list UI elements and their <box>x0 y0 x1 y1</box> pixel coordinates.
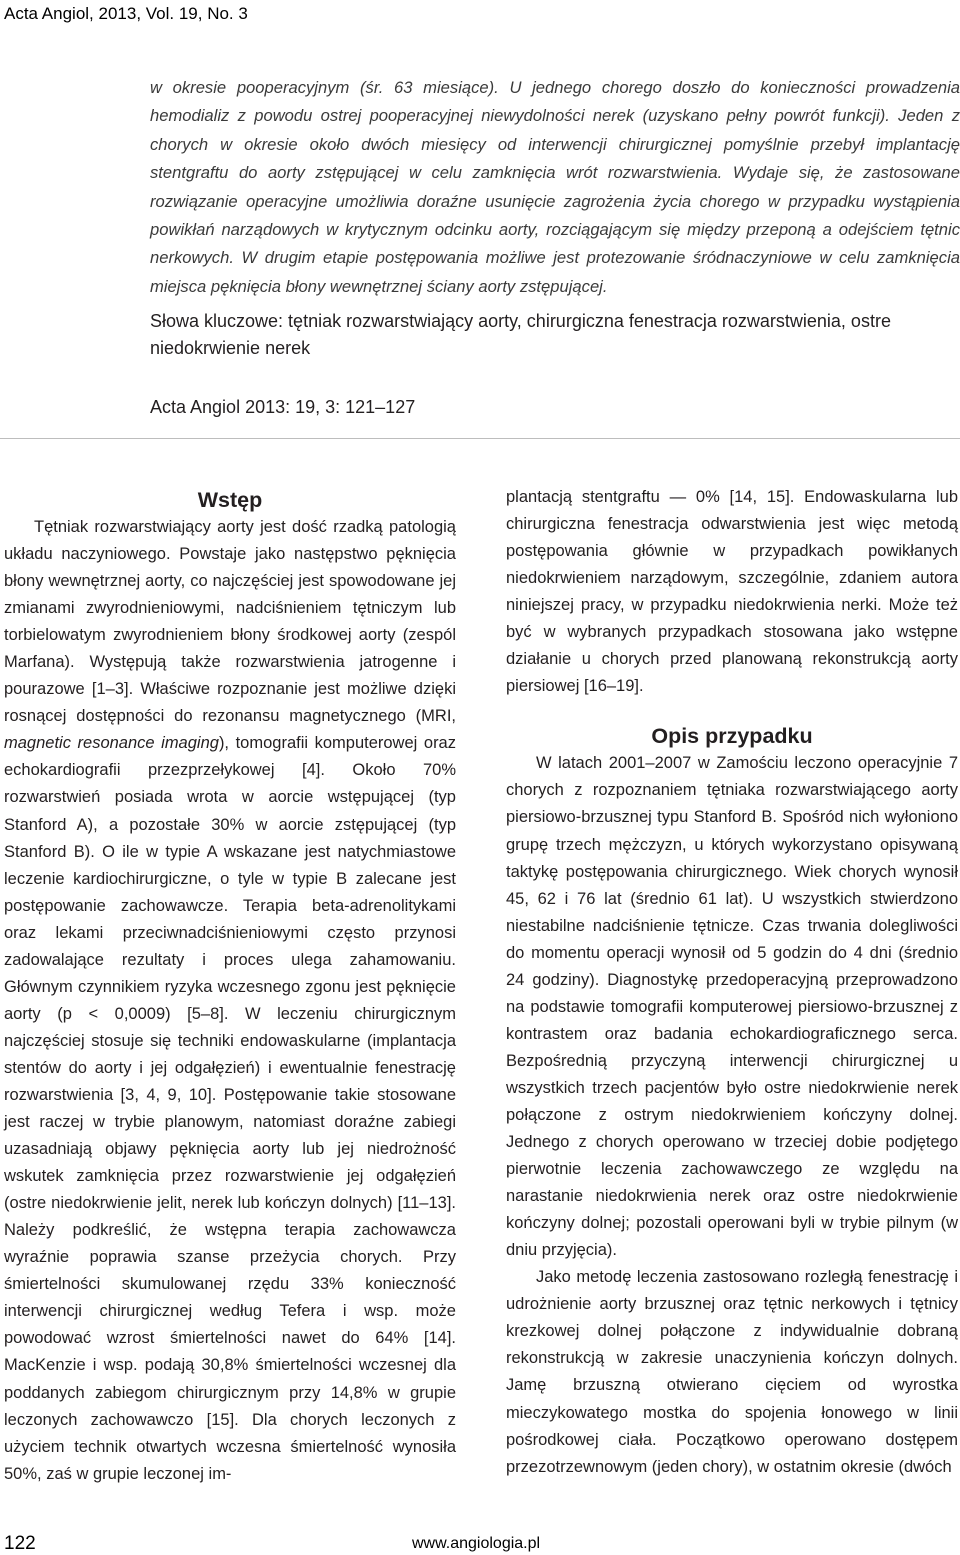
introduction-paragraph <box>4 514 456 1488</box>
citation: Acta Angiol 2013: 19, 3: 121–127 <box>150 397 416 417</box>
case-paragraph-2: Jako metodę leczenia zastosowano rozległą fenestrację i udrożnienie aorty brzusznej oraz tętnic nerkowych i tętnicy krezkowej dolnej połączone z indywidualnie dobraną rekonstrukcją w zakresie unaczynienia kończyn dolnych. Jamę brzuszną otwierano cięciem od wyrostka mieczykowatego mostka do spojenia łonowego w linii pośrodkowej ciała. Początkowo operowano dostępem przezotrzewnowym (jeden chory), w ostatnim okresie (dwóch <box>506 1268 958 1476</box>
introduction-continuation: plantacją stentgraftu — 0% [14, 15]. Endowaskularna lub chirurgiczna fenestracja odwarstwienia jest więc metodą postępowania głównie w przypadkach powikłanych niedokrwieniem narządowym, szczególnie, zdaniem autora niniejszej pracy, w przypadku niedokrwienia nerki. Może też być w wybranych przypadkach stosowana jako wstępne działanie u chorych przed planowaną rekonstrukcją aorty piersiowej [16–19]. <box>506 488 958 696</box>
right-column <box>506 484 958 1481</box>
left-column <box>4 484 456 1488</box>
heading-introduction: Wstęp <box>197 488 263 512</box>
keywords: Słowa kluczowe: tętniak rozwarstwiający aorty, chirurgiczna fenestracja rozwarstwienia, ostre niedokrwienie nerek <box>150 311 891 358</box>
abstract-continuation: w okresie pooperacyjnym (śr. 63 miesiące). U jednego chorego doszło do konieczności prowadzenia hemodializ z powodu ostrej pooperacyjnej niewydolności nerek (uzyskano pełny powrót funkcji). Jeden z chorych w okresie około dwóch miesięcy od interwencji chirurgicznej pomyślnie przebył implantację stentgraftu do aorty zstępującej w celu zamknięcia wrót rozwarstwienia. Wydaje się, że zastosowane rozwiązanie operacyjne umożliwia doraźne usunięcie zagrożenia życia chorego w przypadku wystąpienia powikłań narządowych w krytycznym odcinku aorty, rozciągającym się między przeponą a odejściem tętnic nerkowych. W drugim etapie postępowania możliwe jest protezowanie śródnaczyniowe w celu zamknięcia miejsca pęknięcia błony wewnętrznej ściany aorty zstępującej. <box>150 78 960 296</box>
intro-text-part2: ), tomografii komputerowej oraz echokardiografii przezprzełykowej [4]. Około 70% rozwarstwień posiada wrota w aorcie wstępującej (typ Stanford A), a pozostałe 30% w aorcie zstępującej (typ Stanford B). O ile w typie A wskazane jest natychmiastowe leczenie kardiochirurgiczne, o tyle w typie B zalecane jest postępowanie zachowawcze. Terapia beta-adrenolitykami oraz lekami przeciwnadciśnieniowymi często przynosi zadowalające rezultaty i proces ulega zahamowaniu. Głównym czynnikiem ryzyka wczesnego zgonu jest pęknięcie aorty (p < 0,0009) [5–8]. W leczeniu chirurgicznym najczęściej stosuje się techniki endowaskularne (implantacja stentów do aorty i jej odgałęzień) i ewentualnie fenestrację rozwarstwienia [3, 4, 9, 10]. Postępowanie takie stosowane jest raczej w trybie planowym, natomiast doraźne zabiegi uzasadniają objawy pęknięcia aorty lub jej niedrożność wskutek zamknięcia przez rozwarstwienie jej odgałęzień (ostre niedokrwienie jelit, nerek lub kończyn dolnych) [11–13]. Należy podkreślić, że wstępna terapia zachowawcza wyraźnie poprawia szanse przeżycia chorych. Przy śmiertelności skumulowanej rzędu 33% konieczność interwencji chirurgicznej według Tefera i wsp. może powodować wzrost śmiertelności nawet do 64% [14]. MacKenzie i wsp. podają 30,8% śmiertelności wczesnej dla poddanych zabiegom chirurgicznym przy 14,8% w grupie leczonych zachowawczo [15]. Dla chorych leczonych z użyciem technik otwartych wczesna śmiertelność wynosiła 50%, zaś w grupie leczonej im- <box>4 734 456 1483</box>
intro-italic-term: magnetic resonance imaging <box>4 734 219 753</box>
page-number: 122 <box>4 1533 36 1554</box>
section-divider <box>0 438 960 439</box>
heading-case-report: Opis przypadku <box>651 724 813 749</box>
intro-text-part1: Tętniak rozwarstwiający aorty jest dość rzadką patologią układu naczyniowego. Powstaje jako następstwo pęknięcia błony wewnętrznej aorty, co najczęściej jest spowodowane jej zmianami zwyrodnieniowymi, nadciśnieniem tętniczym lub torbielowatym zwyrodnieniem błony środkowej aorty (zespól Marfana). Występują także rozwarstwienia jatrogenne i pourazowe [1–3]. Właściwe rozpoznanie jest możliwe dzięki rosnącej dostępności do rezonansu magnetycznego (MRI, <box>4 518 456 726</box>
running-head: Acta Angiol, 2013, Vol. 19, No. 3 <box>4 4 248 23</box>
footer-url: www.angiologia.pl <box>412 1535 541 1552</box>
case-paragraph-1: W latach 2001–2007 w Zamościu leczono operacyjnie 7 chorych z rozpoznaniem tętniaka rozwarstwiającego aorty piersiowo-brzusznej typu Stanford B. Spośród nich wyłoniono grupę trzech mężczyzn, u których wykorzystano opisywaną taktykę postępowania chirurgicznego. Wiek chorych wynosił 45, 62 i 76 lat (średnio 61 lat). U wszystkich stwierdzono niestabilne nadciśnienie tętnicze. Czas trwania dolegliwości do momentu operacji wynosił od 5 godzin do 4 dni (średnio 24 godziny). Diagnostykę przedoperacyjną przeprowadzono na podstawie tomografii komputerowej piersiowo-brzusznej z kontrastem oraz badania echokardiograficznego serca. Bezpośrednią przyczyną interwencji chirurgicznej u wszystkich trzech pacjentów było ostre niedokrwienie nerek połączone z ostrym niedokrwieniem kończyny dolnej. Jednego z chorych operowano w trzeciej dobie podjętego pierwotnie leczenia zachowawczego ze względu na narastanie niedokrwienia nerek oraz ostre niedokrwienie kończyny dolnej; pozostali operowani byli w trybie pilnym (w dniu przyjęcia). <box>506 754 958 1260</box>
